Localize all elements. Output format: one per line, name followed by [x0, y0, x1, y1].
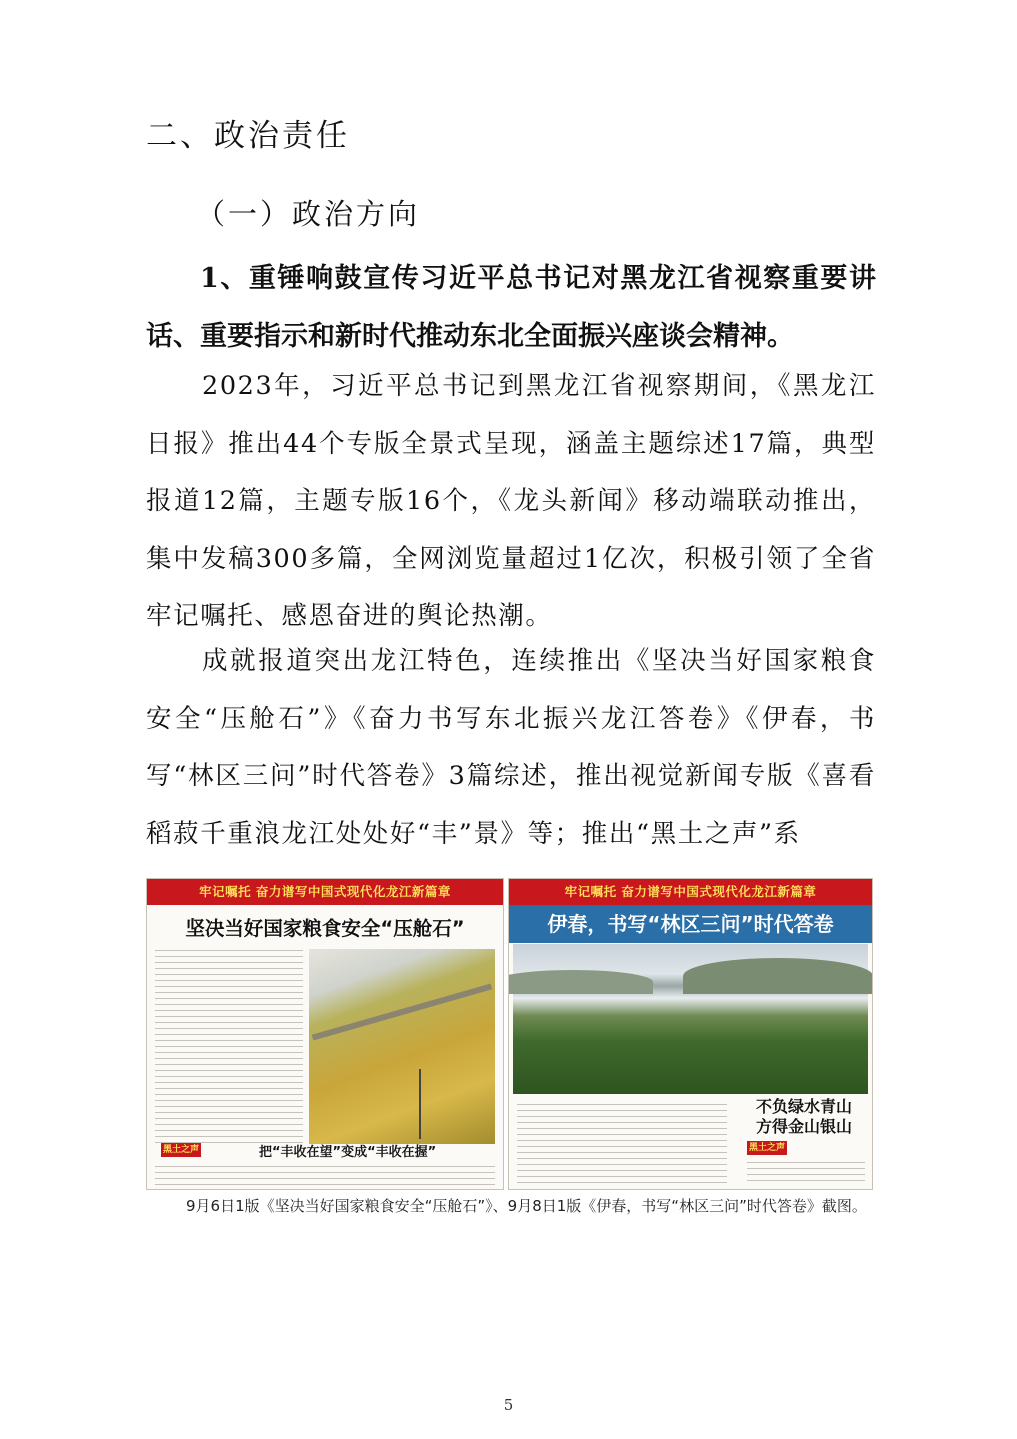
subsection-title: （一）政治方向 — [196, 197, 421, 231]
road-shape — [312, 983, 492, 1040]
item-heading: 1、重锤响鼓宣传习近平总书记对黑龙江省视察重要讲话、重要指示和新时代推动东北全面振兴座谈会精神。 — [146, 263, 876, 352]
slogan-line-2: 方得金山银山 — [755, 1117, 852, 1136]
page-number: 5 — [503, 1396, 514, 1414]
power-tower-shape — [419, 1069, 421, 1139]
mountain-shape — [683, 958, 873, 994]
figure-caption: 9月6日1版《坚决当好国家粮食安全“压舱石”》、9月8日1版《伊春，书写“林区三问”时代答卷》截图。 — [186, 1197, 867, 1215]
clipping-subheadline: 把“丰收在望”变成“丰收在握” — [259, 1145, 437, 1160]
clipping-banner: 牢记嘱托 奋力谱写中国式现代化龙江新篇章 — [147, 879, 503, 905]
clipping-banner: 牢记嘱托 奋力谱写中国式现代化龙江新篇章 — [509, 879, 872, 905]
paragraph-1: 2023年，习近平总书记到黑龙江省视察期间，《黑龙江日报》推出44个专版全景式呈现，涵盖主题综述17篇，典型报道12篇，主题专版16个，《龙头新闻》移动端联动推出，集中发稿300多篇，全网浏览量超过1亿次，积极引领了全省牢记嘱托、感恩奋进的舆论热潮。 — [146, 371, 876, 632]
forest-photo — [513, 944, 868, 1094]
section-title: 二、政治责任 — [146, 118, 350, 154]
paragraph-2: 成就报道突出龙江特色，连续推出《坚决当好国家粮食安全“压舱石”》《奋力书写东北振兴龙江答卷》《伊春，书写“林区三问”时代答卷》3篇综述，推出视觉新闻专版《喜看稻菽千重浪龙江处处好“丰”景》等；推出“黑土之声”系 — [146, 646, 876, 849]
text-column — [155, 945, 303, 1145]
text-column — [517, 1099, 727, 1185]
column-tag: 黑土之声 — [748, 1143, 785, 1153]
slogan-line-1: 不负绿水青山 — [755, 1097, 852, 1116]
farmland-photo — [309, 949, 495, 1144]
clipping-headline: 伊春，书写“林区三问”时代答卷 — [509, 905, 872, 943]
newspaper-clipping-left — [146, 878, 504, 1190]
column-tag: 黑土之声 — [162, 1145, 199, 1155]
text-column — [747, 1157, 865, 1185]
mountain-shape — [508, 970, 653, 994]
text-column — [155, 1161, 495, 1187]
newspaper-clipping-right — [508, 878, 873, 1190]
slogan — [739, 1097, 869, 1137]
clipping-headline: 坚决当好国家粮食安全“压舱石” — [185, 917, 465, 940]
